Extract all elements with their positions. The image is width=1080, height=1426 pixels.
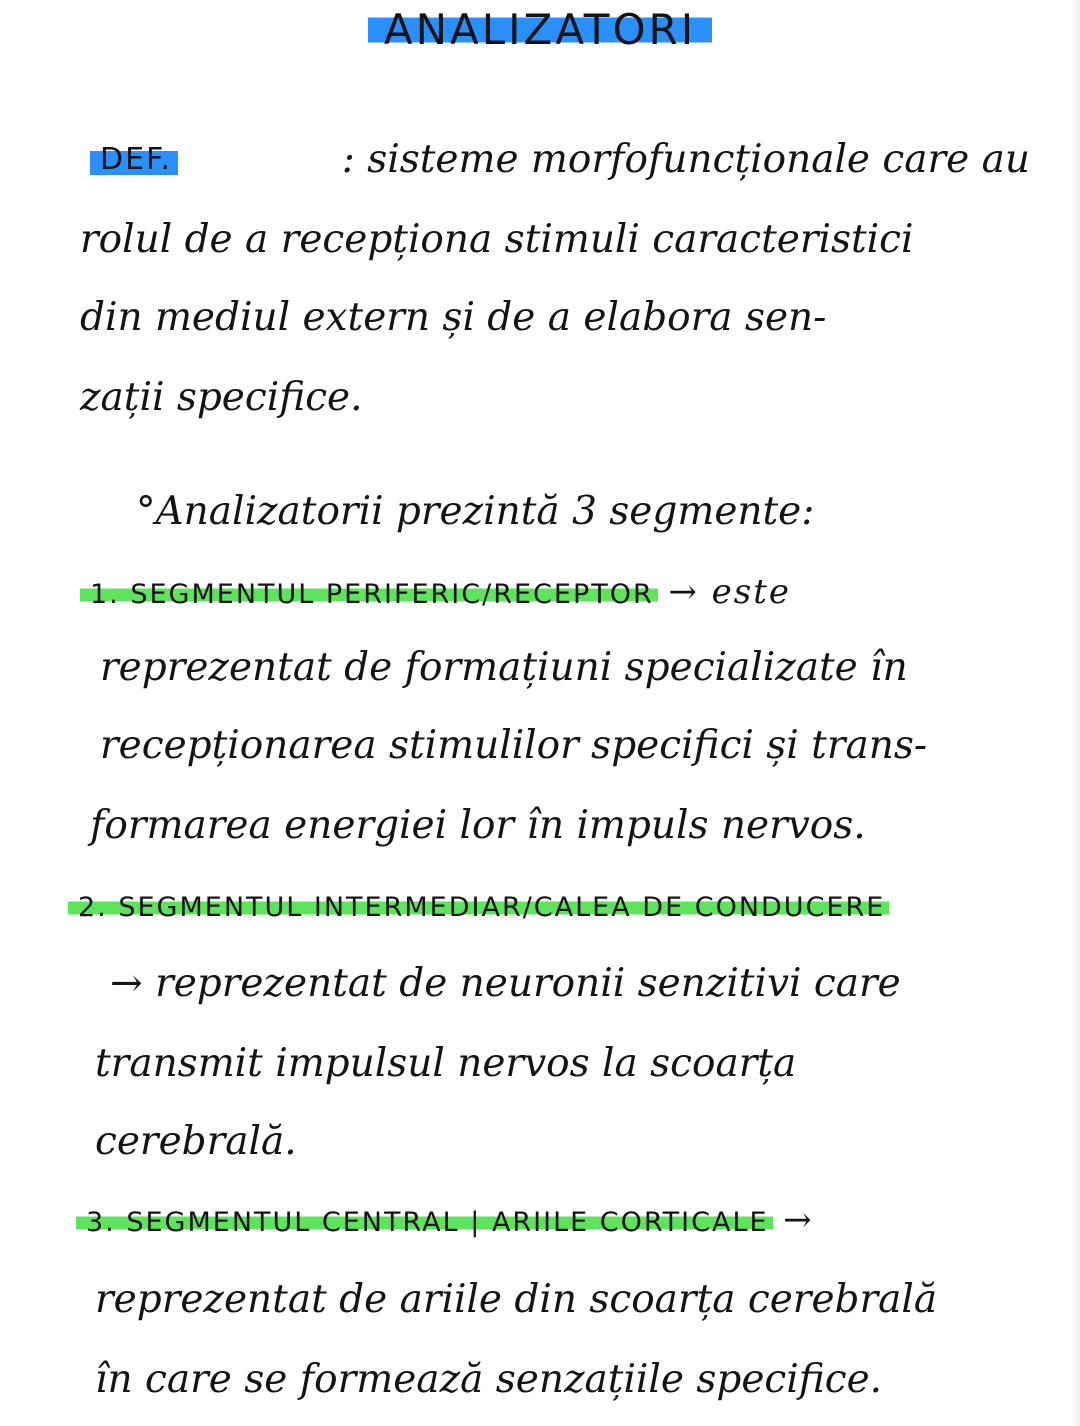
definition-label: DEF. bbox=[90, 132, 178, 192]
definition-line-2: rolul de a recepționa stimuli caracteristici bbox=[80, 217, 914, 262]
segment-1-line-1: reprezentat de formațiuni specializate în bbox=[100, 645, 908, 690]
segment-1-line-2: recepționarea stimulilor specifici și trans- bbox=[100, 723, 928, 768]
segment-2-line-2: transmit impulsul nervos la scoarța bbox=[95, 1041, 797, 1086]
definition-line-1 bbox=[90, 132, 1030, 192]
segment-1-heading-tail: → este bbox=[668, 572, 791, 612]
intro-line: °Analizatorii prezintă 3 segmente: bbox=[136, 489, 815, 534]
segment-1-heading-text: 1. SEGMENTUL PERIFERIC/RECEPTOR bbox=[80, 579, 658, 610]
segment-3-heading-tail: → bbox=[783, 1200, 814, 1240]
page-edge-shadow bbox=[1070, 0, 1080, 1426]
definition-line-4: zații specifice. bbox=[80, 375, 363, 420]
segment-3-heading bbox=[76, 1198, 814, 1244]
segment-2-heading bbox=[68, 886, 889, 932]
page-title: ANALIZATORI bbox=[368, 2, 712, 54]
segment-2-line-3: cerebrală. bbox=[95, 1119, 297, 1164]
segment-3-line-2: în care se formează senzațiile specifice. bbox=[95, 1357, 883, 1402]
segment-1-line-3: formarea energiei lor în impuls nervos. bbox=[90, 803, 866, 848]
segment-2-heading-text: 2. SEGMENTUL INTERMEDIAR/CALEA DE CONDUCERE bbox=[68, 892, 889, 923]
definition-line-3: din mediul extern și de a elabora sen- bbox=[80, 295, 827, 340]
segment-3-heading-text: 3. SEGMENTUL CENTRAL | ARIILE CORTICALE bbox=[76, 1207, 773, 1238]
definition-line-1-text: : sisteme morfofuncționale care au bbox=[341, 137, 1030, 182]
segment-3-line-1: reprezentat de ariile din scoarța cerebrală bbox=[95, 1277, 938, 1322]
title-area bbox=[0, 2, 1080, 62]
segment-2-line-1: → reprezentat de neuronii senzitivi care bbox=[110, 961, 901, 1006]
segment-1-heading bbox=[80, 570, 791, 616]
